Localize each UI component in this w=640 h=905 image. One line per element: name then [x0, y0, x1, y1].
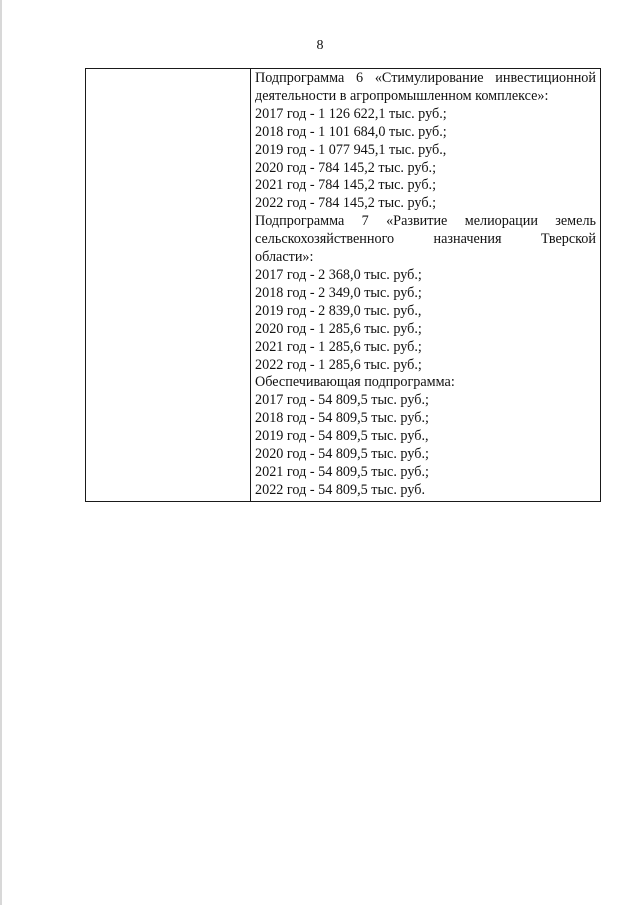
text-line: Подпрограмма 7 «Развитие мелиорации земель [255, 213, 596, 230]
text-line: 2017 год - 2 368,0 тыс. руб.; [255, 266, 422, 283]
text-line: области»: [255, 249, 314, 266]
table-right-cell [251, 69, 600, 501]
text-line: 2019 год - 2 839,0 тыс. руб., [255, 302, 422, 319]
text-line: 2018 год - 54 809,5 тыс. руб.; [255, 410, 429, 427]
text-line: 2021 год - 784 145,2 тыс. руб.; [255, 177, 437, 194]
funding-table [85, 68, 601, 502]
text-line: Обеспечивающая подпрограмма: [255, 374, 455, 391]
text-line: 2018 год - 1 101 684,0 тыс. руб.; [255, 123, 447, 140]
text-line: 2019 год - 54 809,5 тыс. руб., [255, 428, 429, 445]
text-line: 2021 год - 54 809,5 тыс. руб.; [255, 463, 429, 480]
text-line: 2018 год - 2 349,0 тыс. руб.; [255, 284, 422, 301]
text-line: 2020 год - 1 285,6 тыс. руб.; [255, 320, 422, 337]
text-line: сельскохозяйственного назначения Тверской [255, 231, 596, 248]
text-line: Подпрограмма 6 «Стимулирование инвестиционной [255, 70, 596, 86]
text-line: 2017 год - 1 126 622,1 тыс. руб.; [255, 105, 447, 122]
text-line: 2022 год - 1 285,6 тыс. руб.; [255, 356, 422, 373]
table-left-cell [86, 69, 251, 501]
text-line: 2020 год - 54 809,5 тыс. руб.; [255, 446, 429, 463]
text-line: 2019 год - 1 077 945,1 тыс. руб., [255, 141, 447, 158]
text-line: 2021 год - 1 285,6 тыс. руб.; [255, 338, 422, 355]
text-line: 2022 год - 784 145,2 тыс. руб.; [255, 195, 437, 212]
text-line: деятельности в агропромышленном комплексе»: [255, 87, 549, 104]
text-line: 2020 год - 784 145,2 тыс. руб.; [255, 159, 437, 176]
scan-edge [0, 0, 2, 905]
text-line: 2022 год - 54 809,5 тыс. руб. [255, 481, 426, 498]
text-line: 2017 год - 54 809,5 тыс. руб.; [255, 392, 429, 409]
page-number: 8 [316, 38, 324, 53]
